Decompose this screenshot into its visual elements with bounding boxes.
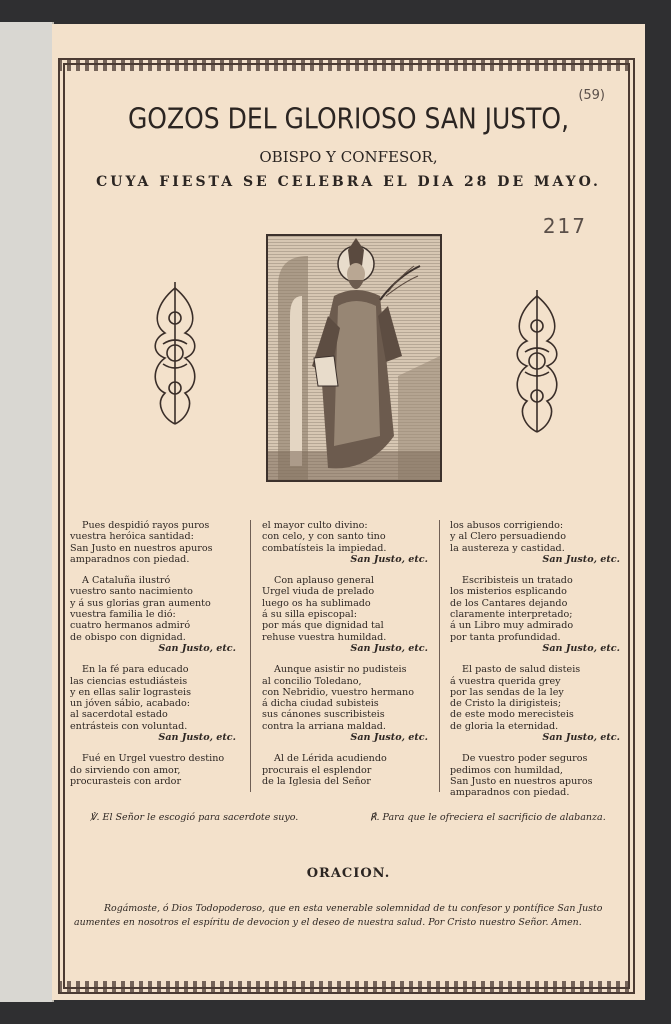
stanza (450, 664, 624, 743)
subtitle: OBISPO Y CONFESOR, (259, 148, 438, 166)
verse-line: al sacerdotal estado (70, 709, 168, 721)
verse-line: por más que dignidad tal (262, 620, 384, 632)
verse-line: de la Iglesia del Señor (262, 775, 371, 787)
refrain: San Justo, etc. (158, 642, 236, 654)
verse-line: De vuestro poder seguros (462, 753, 588, 765)
verse-column-2 (262, 520, 432, 797)
oracion-heading: ORACION. (306, 866, 391, 881)
verse-line: San Justo en nuestros apuros (70, 542, 213, 554)
verse-line: amparadnos con piedad. (70, 553, 190, 565)
refrain: San Justo, etc. (350, 642, 428, 654)
verse-line: y al Clero persuadiendo (450, 531, 567, 543)
verse-line: luego os ha sublimado (262, 597, 371, 609)
verse-line: vuestra heróica santidad: (70, 531, 194, 543)
verse-line: un jóven sábio, acabado: (70, 698, 191, 710)
right-floral-ornament (507, 286, 567, 436)
verse-line: á vuestra querida grey (450, 675, 561, 687)
verse-line: Con aplauso general (274, 575, 374, 587)
verse-line: por las sendas de la ley (450, 686, 564, 698)
verse-line: de gloria la eternidad. (450, 720, 559, 732)
stanza (450, 575, 624, 654)
page-title: GOZOS DEL GLORIOSO SAN JUSTO, (127, 101, 570, 136)
verse-line: sus cánones suscribisteis (262, 709, 385, 721)
verse-line: entrásteis con voluntad. (70, 720, 188, 732)
handwritten-folio-number: 217 (542, 214, 587, 238)
verse-line: El pasto de salud disteis (462, 664, 581, 676)
verse-line: A Cataluña ilustró (82, 575, 171, 587)
stanza (262, 753, 432, 787)
verse-line: con celo, y con santo tino (262, 531, 386, 543)
verse-line: cuatro hermanos admiró (70, 620, 191, 632)
border-bottom-ornament (58, 981, 635, 994)
stanza (262, 575, 432, 654)
broadside-page (52, 24, 645, 1000)
column-divider-2 (439, 520, 440, 792)
verse-line: con Nebridio, vuestro hermano (262, 686, 415, 698)
verse-line: de Cristo la dirigisteis; (450, 698, 562, 710)
stanza (450, 520, 624, 565)
verse-line: el mayor culto divino: (262, 520, 368, 531)
verse-column-3 (450, 520, 624, 809)
verse-line: rehuse vuestra humildad. (262, 631, 387, 643)
feast-day-line: CUYA FIESTA SE CELEBRA EL DIA 28 DE MAYO. (96, 174, 601, 190)
stanza (450, 753, 624, 798)
verse-line: claramente interpretado; (450, 609, 573, 621)
verse-line: vuestra familia le dió: (70, 609, 176, 621)
oracion-text: Rogámoste, ó Dios Todopoderoso, que en esta venerable solemnidad de tu confesor y pontífice San Justo aumentes en nosotros el espíritu de devocion y el deseo de nuestra salud. Por Cristo nuestro Señor. Amen. (74, 903, 603, 928)
verse-line: de los Cantares dejando (450, 597, 568, 609)
verse-line: á dicha ciudad subisteis (262, 698, 379, 710)
left-floral-ornament (145, 278, 205, 428)
verse-line: á un Libro muy admirado (450, 620, 574, 632)
verse-line: Urgel viuda de prelado (262, 586, 375, 598)
refrain: San Justo, etc. (158, 732, 236, 744)
response: ℟. Para que le ofreciera el sacrificio de alabanza. (370, 812, 606, 823)
versicle: ℣. El Señor le escogió para sacerdote suyo. (90, 812, 299, 823)
border-top-ornament (58, 58, 635, 71)
verse-line: Al de Lérida acudiendo (274, 753, 387, 765)
verse-line: vuestro santo nacimiento (70, 586, 193, 598)
verse-line: la austereza y castidad. (450, 542, 565, 554)
verse-line: los abusos corrigiendo: (450, 520, 564, 531)
archive-page-mark: (59) (578, 88, 605, 103)
column-divider-1 (250, 520, 251, 792)
verse-line: al concilio Toledano, (262, 675, 362, 687)
verse-line: combatísteis la impiedad. (262, 542, 387, 554)
stanza (70, 753, 240, 787)
verse-column-1 (70, 520, 240, 797)
stanza (262, 520, 432, 565)
stanza (70, 575, 240, 654)
verse-line: do sirviendo con amor, (70, 764, 181, 776)
refrain: San Justo, etc. (542, 642, 620, 654)
verse-line: y en ellas salir lograsteis (70, 686, 192, 698)
verse-line: á su silla episcopal: (262, 609, 357, 621)
verse-line: procurasteis con ardor (70, 775, 182, 787)
verse-line: de obispo con dignidad. (70, 631, 186, 643)
adjacent-page-edge (0, 22, 54, 1002)
verse-line: los misterios esplicando (450, 586, 567, 598)
stanza (70, 520, 240, 565)
verse-line: contra la arriana maldad. (262, 720, 386, 732)
verse-line: Aunque asistir no pudisteis (274, 664, 407, 676)
verse-line: Fué en Urgel vuestro destino (82, 753, 225, 765)
refrain: San Justo, etc. (542, 732, 620, 744)
verse-line: pedimos con humildad, (450, 764, 563, 776)
adjacent-page-bleed-text (2, 302, 46, 321)
stanza (70, 664, 240, 743)
refrain: San Justo, etc. (542, 553, 620, 565)
verse-line: San Justo en nuestros apuros (450, 775, 593, 787)
stanza (262, 664, 432, 743)
refrain: San Justo, etc. (350, 553, 428, 565)
verse-line: de este modo merecisteis (450, 709, 574, 721)
saint-engraving (266, 234, 442, 482)
verse-line: En la fé para educado (82, 664, 189, 676)
verse-line: por tanta profundidad. (450, 631, 561, 643)
verse-line: amparadnos con piedad. (450, 787, 570, 799)
verse-line: Pues despidió rayos puros (82, 520, 210, 531)
verse-line: y á sus glorias gran aumento (70, 597, 211, 609)
verse-line: las ciencias estudiásteis (70, 675, 188, 687)
verse-line: Escribisteis un tratado (462, 575, 573, 587)
refrain: San Justo, etc. (350, 732, 428, 744)
verse-line: procurais el esplendor (262, 764, 372, 776)
